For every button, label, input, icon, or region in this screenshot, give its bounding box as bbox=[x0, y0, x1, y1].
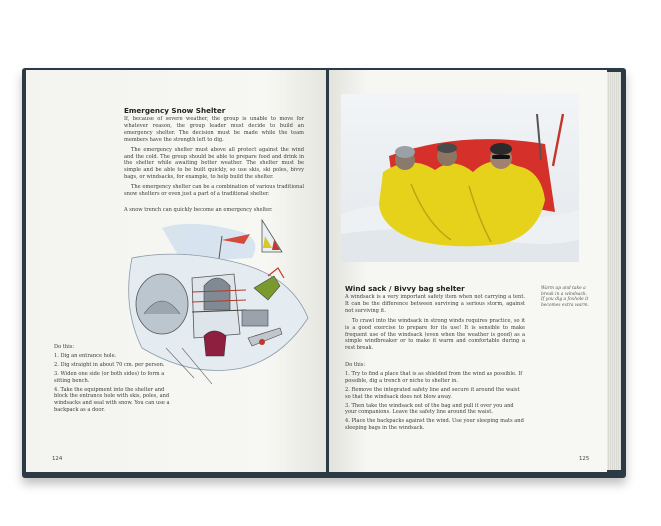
right-paragraph: To crawl into the windsack in strong winds requires practice, so it is a good exercise to prepare for its use! It is sensible to make frequent use of the windsack (even when the weather is good) as a simple windbreaker or to make it warm and comfortable during a rest break. bbox=[345, 317, 525, 352]
right-step: 1. Try to find a place that is as shielded from the wind as possible. If possible, dig a trench or niche to shelter in. bbox=[345, 370, 523, 384]
right-instructions bbox=[345, 362, 525, 434]
right-step: 3. Then take the windsack out of the bag and pull it over you and your companions. Leave the safety line around the waist. bbox=[345, 402, 514, 416]
left-paragraph: The emergency shelter can be a combination of various traditional snow shelters or even just a part of a traditional shelter. bbox=[124, 184, 304, 198]
right-page-number: 125 bbox=[579, 456, 590, 462]
left-paragraph: If, because of severe weather, the group is unable to move for whatever reason, the group leader must decide to build an emergency shelter. The decision must be made while the team members have the strength left to dig. bbox=[124, 116, 304, 143]
left-page-number: 124 bbox=[52, 456, 63, 462]
page-edges bbox=[607, 72, 621, 470]
side-note: Warm up and take a break in a windsack. If you dig a foxhole it becomes extra warm. bbox=[541, 286, 589, 308]
right-page-heading: Wind sack / Bivvy bag shelter bbox=[345, 284, 465, 293]
left-step: 2. Dig straight in about 70 cm. per person. bbox=[54, 361, 165, 368]
left-step: 1. Dig an entrance hole. bbox=[54, 352, 117, 359]
left-page-body bbox=[124, 116, 304, 201]
left-step: 3. Widen one side (or both sides) to form a sitting bench. bbox=[54, 370, 165, 384]
windsack-photo bbox=[341, 94, 579, 262]
open-book bbox=[18, 64, 630, 482]
left-step: 4. Take the equipment into the shelter and block the entrance hole with skis, poles, and windsacks and seal with snow. You can use a backpack as a door. bbox=[54, 386, 170, 414]
right-page bbox=[329, 70, 607, 472]
left-instructions bbox=[54, 344, 174, 416]
right-step: 2. Remove the integrated safety line and secure it around the waist so that the windsack does not blow away. bbox=[345, 386, 520, 400]
right-step: 4. Place the backpacks against the wind. Use your sleeping mats and sleeping bags in the windsack. bbox=[345, 418, 524, 432]
left-paragraph: The emergency shelter must above all protect against the wind and the cold. The group should be able to prepare food and drink in the shelter while awaiting better weather. The shelter must be simple and be able to be built quickly, so use skis, ski poles, bivvy bags, or windsacks, for example, to help build the shelter. bbox=[124, 146, 304, 181]
right-paragraph: A windsack is a very important safety item when not carrying a tent. It can be the difference between surviving a serious storm, against not surviving it. bbox=[345, 294, 525, 314]
right-do-title: Do this: bbox=[345, 362, 366, 368]
left-page bbox=[26, 70, 326, 472]
right-page-body bbox=[345, 294, 525, 355]
illustration-caption: A snow trench can quickly become an emergency shelter. bbox=[124, 207, 273, 213]
left-page-heading: Emergency Snow Shelter bbox=[124, 106, 226, 115]
left-do-title: Do this: bbox=[54, 344, 75, 350]
